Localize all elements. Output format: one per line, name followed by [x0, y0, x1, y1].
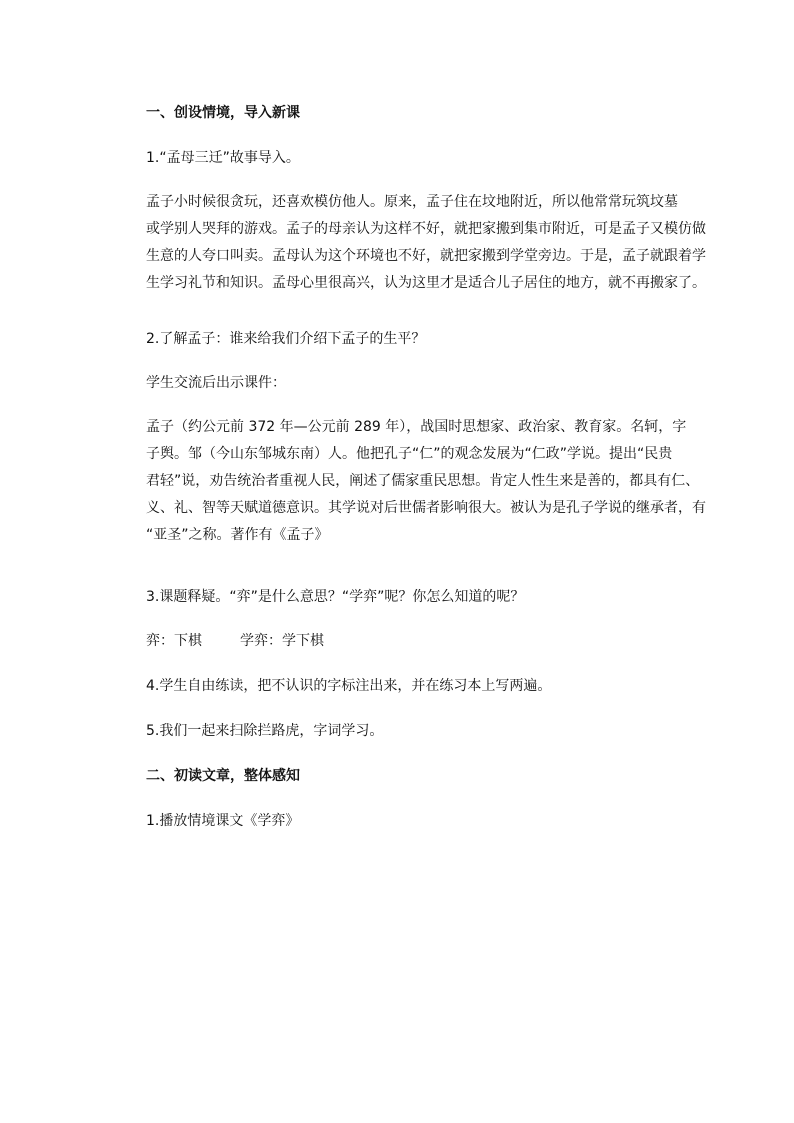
- item-2-note: 学生交流后出示课件：: [146, 375, 286, 391]
- story-line: 生意的人夸口叫卖。孟母认为这个环境也不好，就把家搬到学堂旁边。于是，孟子就跟着学: [146, 248, 706, 264]
- item-3-title-question: 3.课题释疑。“弈”是什么意思？“学弈”呢？你怎么知道的呢？: [146, 589, 525, 605]
- bio-line: 义、礼、智等天赋道德意识。其学说对后世儒者影响很大。被认为是孔子学说的继承者，有: [146, 500, 706, 516]
- definition-yi: 弈：下棋: [146, 633, 202, 649]
- story-line: 孟子小时候很贪玩，还喜欢模仿他人。原来，孟子住在坟地附近，所以他常常玩筑坟墓: [146, 194, 678, 210]
- section2-item-1: 1.播放情境课文《学弈》: [146, 813, 300, 829]
- section1-heading: 一、创设情境，导入新课: [146, 105, 300, 121]
- item-3-definitions: [146, 631, 324, 651]
- item-2-mencius-intro: 2.了解孟子：谁来给我们介绍下孟子的生平？: [146, 331, 426, 347]
- bio-line: 子舆。邹（今山东邹城东南）人。他把孔子“仁”的观念发展为“仁政”学说。提出“民贵: [146, 446, 673, 462]
- definition-xueyi: 学弈：学下棋: [240, 633, 324, 649]
- bio-line: “亚圣”之称。著作有《孟子》: [146, 527, 329, 543]
- story-paragraph: [146, 189, 706, 297]
- story-line: 或学别人哭拜的游戏。孟子的母亲认为这样不好，就把家搬到集市附近，可是孟子又模仿做: [146, 221, 706, 237]
- item-5-vocabulary: 5.我们一起来扫除拦路虎，字词学习。: [146, 723, 384, 739]
- bio-line: 君轻”说，劝告统治者重视人民，阐述了儒家重民思想。肯定人性生来是善的，都具有仁、: [146, 473, 700, 489]
- section2-heading: 二、初读文章，整体感知: [146, 768, 300, 784]
- bio-line: 孟子（约公元前 372 年—公元前 289 年），战国时思想家、政治家、教育家。名轲，字: [146, 419, 687, 435]
- item-1-story-intro: 1.“孟母三迁”故事导入。: [146, 150, 300, 166]
- story-line: 生学习礼节和知识。孟母心里很高兴，认为这里才是适合儿子居住的地方，就不再搬家了。: [146, 275, 706, 291]
- item-4-practice: 4.学生自由练读，把不认识的字标注出来，并在练习本上写两遍。: [146, 678, 552, 694]
- bio-paragraph: [146, 414, 706, 549]
